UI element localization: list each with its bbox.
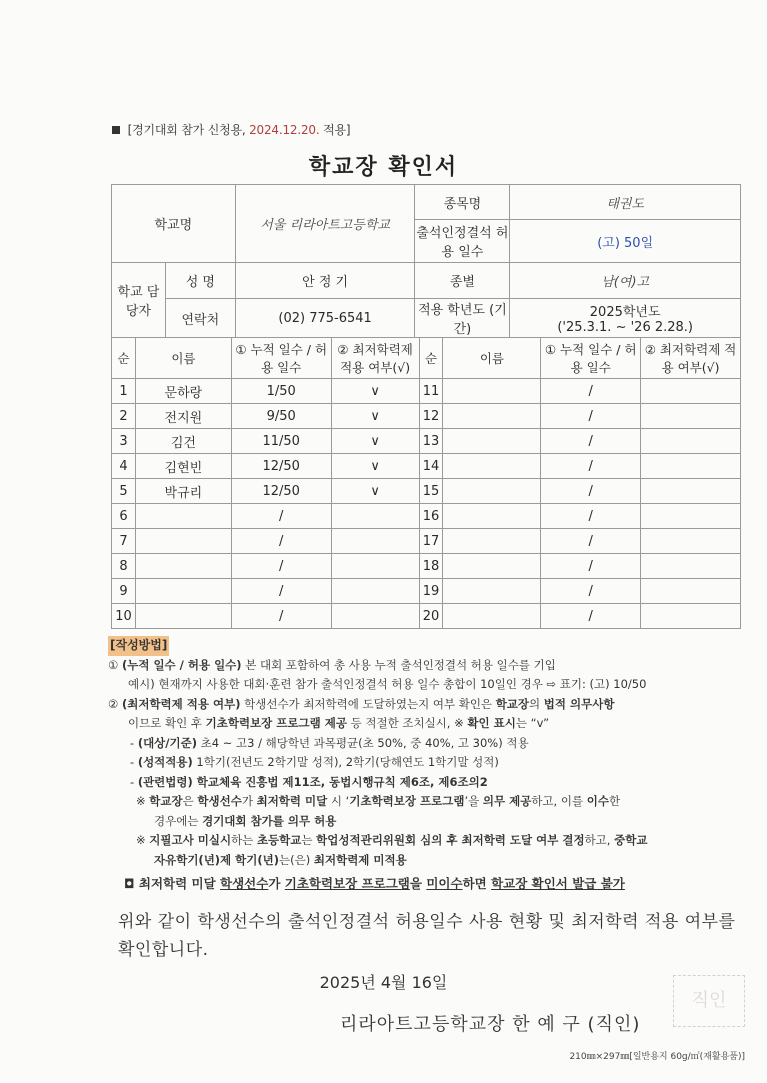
student-days: / [541,479,641,504]
student-minimum-check [331,554,419,579]
student-name: 전지원 [135,404,231,429]
guide-note-1-m: 한 [608,794,621,808]
guide-note-2-d: 초등학교 [256,833,302,847]
guide-note-2-line2-b: 는(은) [279,852,314,867]
student-name [443,479,541,504]
student-days: / [541,504,641,529]
student-minimum-check: ∨ [331,429,419,454]
student-days: / [231,579,331,604]
table-row [112,454,741,479]
student-days: 12/50 [231,454,331,479]
student-name [443,454,541,479]
guide-sub-2-title: (성적적용) [137,755,193,769]
guide-final-h: 학교장 확인서 발급 불가 [491,876,625,891]
writing-guide [108,636,748,894]
header-no: 순 [112,338,136,379]
student-name [135,504,231,529]
table-row [112,604,741,629]
row-no: 15 [419,479,443,504]
student-days: / [231,604,331,629]
row-no: 4 [112,454,136,479]
row-no: 6 [112,504,136,529]
student-days: 9/50 [231,404,331,429]
guide-final-f: 미이수 [426,876,463,891]
row-no: 10 [112,604,136,629]
official-seal: 직인 [673,975,745,1027]
school-name: 서울 리라아트고등학교 [235,185,415,263]
row-no: 9 [112,579,136,604]
student-days: / [541,379,641,404]
student-name: 김건 [135,429,231,454]
guide-item-2-line2-d: 확인 표시 [467,716,516,730]
student-minimum-check [331,504,419,529]
header-minimum: ② 최저학력제 적용 여부(√) [641,338,741,379]
guide-note-1 [108,792,748,812]
manager-label: 학교 담당자 [112,263,166,338]
student-minimum-check: ∨ [331,454,419,479]
student-name [443,579,541,604]
header-days: ① 누적 일수 / 허용 일수 [541,338,641,379]
guide-final-g: 하면 [462,876,492,891]
guide-item-2-text2: 의 [529,696,544,711]
guide-sub-2-text: 1학기(전년도 2학기말 성적), 2학기(당해연도 1학기말 성적) [192,755,499,769]
student-days: / [541,404,641,429]
student-minimum-check [331,579,419,604]
contact-value: (02) 775-6541 [235,299,415,338]
student-name: 문하랑 [135,379,231,404]
info-table [111,184,741,338]
student-days: / [541,554,641,579]
header-minimum: ② 최저학력제 적용 여부(√) [331,338,419,379]
guide-final-a: 최저학력 미달 [134,876,221,891]
year-label: 적용 학년도 (기간) [415,299,510,338]
table-row [112,404,741,429]
student-minimum-check [641,554,741,579]
guide-item-1-title: (누적 일수 / 허용 일수) [121,657,242,672]
student-name [443,504,541,529]
student-name [443,529,541,554]
header-no: 순 [419,338,443,379]
row-no: 7 [112,529,136,554]
guide-item-1-text: 본 대회 포함하여 총 사용 누적 출석인정결석 허용 일수를 기입 [241,657,556,672]
student-name [443,554,541,579]
name-value: 안 정 기 [235,263,415,299]
contact-label: 연락처 [165,299,235,338]
school-label: 학교명 [112,185,236,263]
guide-note-2-line2-c: 최저학력제 미적용 [313,852,407,867]
row-no: 12 [419,404,443,429]
guide-sub-3-title: (관련법령) 학교체육 진흥법 제11조, 동법시행규칙 제6조, 제6조의2 [137,774,488,789]
row-no: 17 [419,529,443,554]
student-days: / [231,504,331,529]
gender-label: 종별 [415,263,510,299]
guide-item-1 [108,656,748,676]
student-minimum-check [641,404,741,429]
student-minimum-check [641,604,741,629]
student-name [443,429,541,454]
row-no: 18 [419,554,443,579]
guide-note-2-e: 는 [301,833,317,847]
allowed-days-value: (고) 50일 [510,220,741,263]
guide-item-2-text: 학생선수가 최저학력에 도달하였는지 여부 확인은 [240,696,496,711]
student-minimum-check [641,529,741,554]
header-days: ① 누적 일수 / 허용 일수 [231,338,331,379]
guide-item-2-line2-b: 기초학력보장 프로그램 제공 [205,716,347,730]
guide-note-1-a: ※ [136,794,150,808]
table-row [112,379,741,404]
table-row [112,554,741,579]
guide-note-2-c: 하는 [231,833,257,847]
guide-sub-1-text: 초4 ~ 고3 / 해당학년 과목평균(초 50%, 중 40%, 고 30%) 적용 [196,735,529,750]
guide-item-2-line2-a: 이므로 확인 후 [128,716,206,730]
student-days: / [231,529,331,554]
header-note-suffix: 적용] [323,123,351,137]
document-title: 학교장 확인서 [308,155,459,180]
guide-note-1-l: 이수 [586,794,609,808]
student-days: / [541,604,641,629]
guide-badge: [작성방법] [108,636,169,656]
principal-signature: 리라아트고등학교장 한 예 구 (직인) [340,1014,641,1035]
student-minimum-check [641,429,741,454]
guide-note-1-h: 기초학력보장 프로그램 [349,794,465,808]
year-cell [510,299,741,338]
event-label: 종목명 [415,185,510,220]
guide-item-2-title: (최저학력제 적용 여부) [121,696,241,711]
guide-note-1-d: 학생선수 [197,794,242,808]
student-list-table [111,337,741,629]
guide-note-2-line2 [108,851,748,871]
student-minimum-check [641,504,741,529]
row-no: 8 [112,554,136,579]
table-row [112,429,741,454]
student-minimum-check [641,454,741,479]
table-row [112,529,741,554]
guide-note-1-f: 최저학력 미달 [256,794,328,808]
guide-item-2-line2-e: 는 “v” [515,716,550,730]
student-days: / [231,554,331,579]
guide-note-2-g: 하고, [584,833,615,847]
student-name [443,404,541,429]
guide-sub-2: - (성적적용) 1학기(전년도 2학기말 성적), 2학기(당해연도 1학기말 성적) [130,755,499,769]
issue-date: 2025년 4월 16일 [319,973,448,992]
guide-item-1-num: ① [108,657,119,672]
student-name [135,604,231,629]
confirm-statement: 위와 같이 학생선수의 출석인정결석 허용일수 사용 현황 및 최저학력 적용 여부를 확인합니다. [118,912,736,960]
row-no: 3 [112,429,136,454]
student-minimum-check [331,529,419,554]
student-name: 김현빈 [135,454,231,479]
table-row [112,479,741,504]
guide-note-1-i: ’을 [464,794,483,808]
header-name: 이름 [443,338,541,379]
guide-note-2-line2-a: 자유학기(년)제 학기(년) [154,852,280,867]
list-header-row [112,338,741,379]
guide-final-d: 기초학력보장 프로그램 [284,876,410,891]
guide-note-1-e: 가 [241,794,257,808]
row-no: 13 [419,429,443,454]
header-name: 이름 [135,338,231,379]
guide-final-e: 을 [409,876,427,891]
guide-item-2-legal: 법적 의무사항 [543,696,615,711]
row-no: 14 [419,454,443,479]
square-bullet-icon [112,126,120,134]
year-period: ('25.3.1. ~ '26 2.28.) [557,320,693,335]
header-note-date: 2024.12.20. [249,123,320,137]
guide-item-2-line2 [108,714,748,734]
name-label: 성 명 [165,263,235,299]
student-days: 12/50 [231,479,331,504]
year-value: 2025학년도 [589,305,661,320]
event-value: 태권도 [510,185,741,220]
row-no: 19 [419,579,443,604]
student-name [443,379,541,404]
guide-note-1-line2-b: 경기대회 참가를 의무 허용 [202,813,337,828]
guide-note-2-b: 지필고사 미실시 [149,833,232,847]
student-minimum-check: ∨ [331,379,419,404]
student-name [135,529,231,554]
student-name [135,554,231,579]
student-minimum-check [641,379,741,404]
guide-note-2-h: 중학교 [614,833,648,847]
guide-note-1-g: 시 ‘ [327,794,350,808]
row-no: 2 [112,404,136,429]
guide-note-2 [108,831,748,851]
header-note [112,121,350,138]
guide-note-1-b: 학교장 [149,794,183,808]
paper-spec-footer: 210㎜×297㎜[일반용지 60g/㎡(재활용품)] [569,1052,745,1062]
student-minimum-check [331,604,419,629]
student-days: / [541,529,641,554]
student-days: / [541,429,641,454]
allowed-days-label: 출석인정결석 허용 일수 [415,220,510,263]
guide-note-1-line2-a: 경우에는 [154,813,203,828]
student-minimum-check [641,579,741,604]
gender-value: 남(여)고 [510,263,741,299]
guide-note-1-j: 의무 제공 [482,794,532,808]
guide-note-1-line2 [108,812,748,832]
table-row [112,504,741,529]
student-minimum-check [641,479,741,504]
row-no: 11 [419,379,443,404]
student-minimum-check: ∨ [331,479,419,504]
student-name [135,579,231,604]
guide-item-1-example: 예시) 현재까지 사용한 대회·훈련 참가 출석인정결석 허용 일수 총합이 10일인 경우 ⇨ 표기: (고) 10/50 [128,677,647,691]
guide-sub-3: - (관련법령) 학교체육 진흥법 제11조, 동법시행규칙 제6조, 제6조의2 [130,774,488,789]
guide-item-2-line2-c: 등 적절한 조치실시, ※ [346,716,468,730]
row-no: 16 [419,504,443,529]
student-days: 11/50 [231,429,331,454]
student-days: / [541,579,641,604]
guide-note-2-a: ※ [136,833,150,847]
student-days: 1/50 [231,379,331,404]
guide-final-b: 학생선수 [220,876,269,891]
row-no: 1 [112,379,136,404]
table-row [112,579,741,604]
guide-final-note [108,874,748,894]
header-note-prefix: [경기대회 참가 신청용, [127,123,246,137]
guide-item-2-num: ② [108,696,119,711]
row-no: 5 [112,479,136,504]
guide-note-1-c: 은 [182,794,198,808]
student-minimum-check: ∨ [331,404,419,429]
row-no: 20 [419,604,443,629]
guide-sub-1: - (대상/기준) 초4 ~ 고3 / 해당학년 과목평균(초 50%, 중 40%, 고 30%) 적용 [130,735,529,750]
guide-item-2-principal: 학교장 [495,696,530,711]
student-name [443,604,541,629]
guide-final-c: 가 [268,876,285,891]
box-bullet-icon: ◘ [124,876,135,891]
student-name: 박규리 [135,479,231,504]
guide-sub-1-title: (대상/기준) [137,735,197,750]
guide-note-1-k: 하고, 이를 [531,794,587,808]
student-days: / [541,454,641,479]
guide-item-2 [108,695,748,715]
guide-note-2-f: 학업성적관리위원회 심의 후 최저학력 도달 여부 결정 [316,833,585,847]
